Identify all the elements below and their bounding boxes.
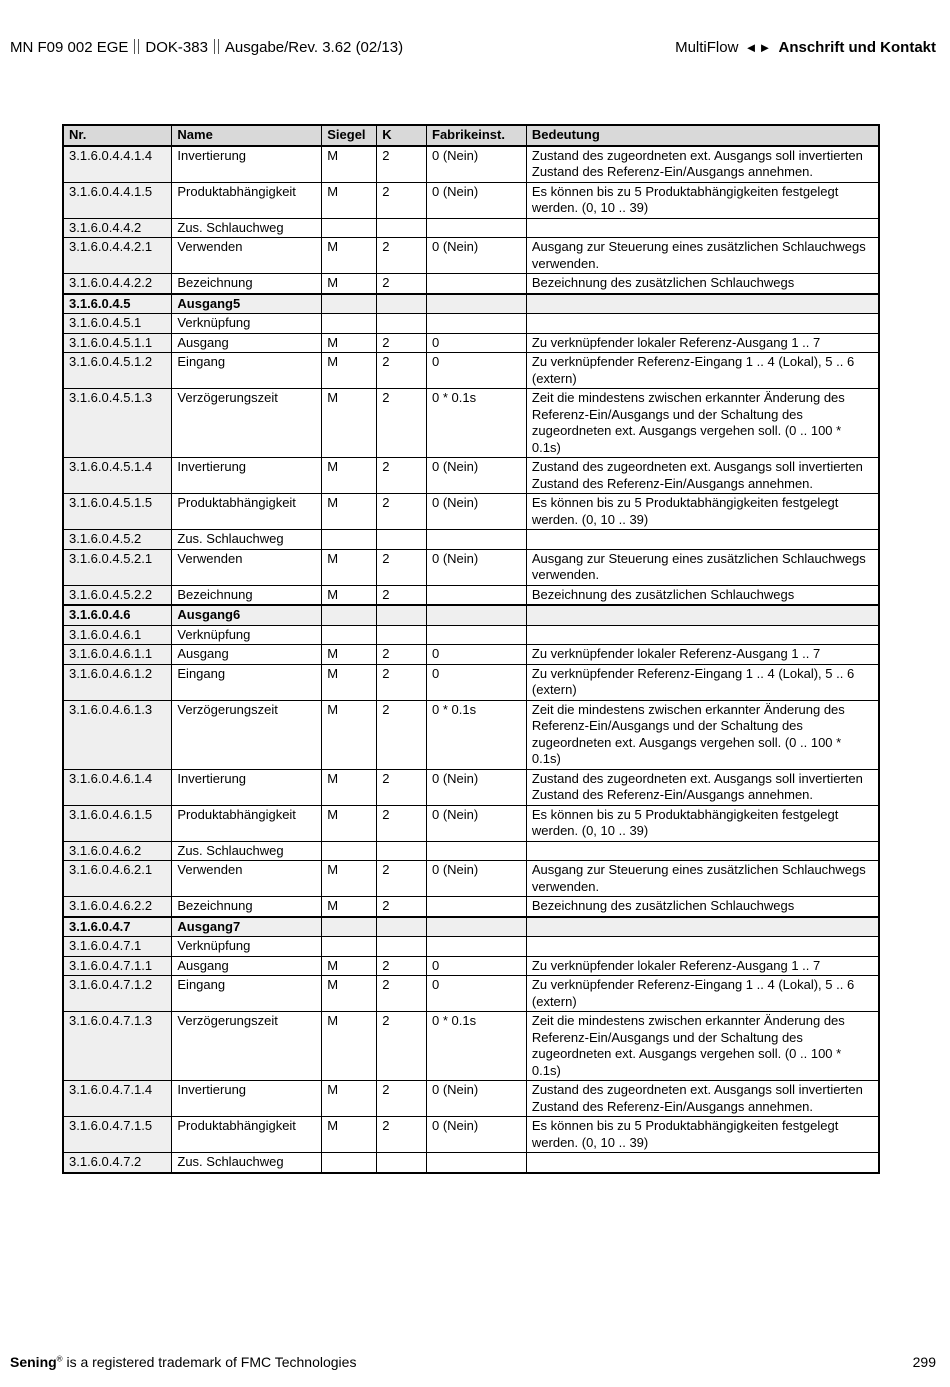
cell-siegel: M [322, 353, 377, 389]
cell-fabrikeinst: 0 * 0.1s [427, 1012, 527, 1081]
cell-nr: 3.1.6.0.4.4.2.2 [63, 274, 172, 294]
cell-fabrikeinst [427, 294, 527, 314]
cell-siegel: M [322, 645, 377, 665]
cell-k: 2 [377, 956, 427, 976]
cell-k: 2 [377, 274, 427, 294]
cell-nr: 3.1.6.0.4.4.2.1 [63, 238, 172, 274]
cell-siegel: M [322, 585, 377, 605]
cell-k: 2 [377, 645, 427, 665]
cell-siegel [322, 530, 377, 550]
cell-nr: 3.1.6.0.4.5 [63, 294, 172, 314]
cell-nr: 3.1.6.0.4.5.2.2 [63, 585, 172, 605]
cell-name: Verknüpfung [172, 625, 322, 645]
page-footer [10, 1354, 936, 1370]
page-header [10, 39, 936, 56]
table-row [63, 769, 879, 805]
table-row [63, 1153, 879, 1173]
cell-name: Verzögerungszeit [172, 700, 322, 769]
table-row [63, 549, 879, 585]
cell-nr: 3.1.6.0.4.7.1.5 [63, 1117, 172, 1153]
cell-siegel [322, 625, 377, 645]
cell-bedeutung [526, 937, 879, 957]
cell-siegel: M [322, 333, 377, 353]
cell-name: Verwenden [172, 238, 322, 274]
cell-fabrikeinst: 0 [427, 645, 527, 665]
column-header-fabrikeinst: Fabrikeinst. [427, 125, 527, 146]
cell-name: Bezeichnung [172, 274, 322, 294]
table-row [63, 585, 879, 605]
cell-siegel: M [322, 549, 377, 585]
header-left [10, 39, 403, 56]
table-row [63, 861, 879, 897]
cell-k [377, 294, 427, 314]
table-row [63, 625, 879, 645]
cell-siegel [322, 841, 377, 861]
cell-name: Verknüpfung [172, 314, 322, 334]
cell-bedeutung [526, 314, 879, 334]
cell-siegel [322, 937, 377, 957]
parameter-table [62, 124, 880, 1174]
trademark-text: is a registered trademark of FMC Technologies [66, 1354, 357, 1370]
cell-bedeutung [526, 625, 879, 645]
cell-k: 2 [377, 1117, 427, 1153]
cell-fabrikeinst: 0 * 0.1s [427, 700, 527, 769]
table-header-row [63, 125, 879, 146]
cell-bedeutung: Es können bis zu 5 Produktabhängigkeiten festgelegt werden. (0, 10 .. 39) [526, 1117, 879, 1153]
cell-fabrikeinst: 0 (Nein) [427, 494, 527, 530]
cell-nr: 3.1.6.0.4.4.1.5 [63, 182, 172, 218]
cell-fabrikeinst: 0 [427, 976, 527, 1012]
cell-bedeutung: Zu verknüpfender lokaler Referenz-Ausgang 1 .. 7 [526, 956, 879, 976]
header-right [675, 39, 936, 56]
table-row [63, 841, 879, 861]
column-header-bedeutung: Bedeutung [526, 125, 879, 146]
cell-fabrikeinst: 0 [427, 956, 527, 976]
doc-number: DOK-383 [145, 39, 208, 56]
cell-siegel [322, 218, 377, 238]
cell-siegel: M [322, 494, 377, 530]
table-row [63, 937, 879, 957]
cell-name: Ausgang7 [172, 917, 322, 937]
table-row [63, 664, 879, 700]
table-section-row [63, 294, 879, 314]
cell-nr: 3.1.6.0.4.6.1.1 [63, 645, 172, 665]
cell-k: 2 [377, 549, 427, 585]
cell-k: 2 [377, 333, 427, 353]
cell-bedeutung [526, 605, 879, 625]
cell-nr: 3.1.6.0.4.6.1.4 [63, 769, 172, 805]
table-row [63, 805, 879, 841]
cell-name: Verzögerungszeit [172, 389, 322, 458]
cell-fabrikeinst [427, 605, 527, 625]
cell-nr: 3.1.6.0.4.7 [63, 917, 172, 937]
cell-k: 2 [377, 146, 427, 183]
cell-nr: 3.1.6.0.4.5.1.1 [63, 333, 172, 353]
cell-siegel: M [322, 861, 377, 897]
table-row [63, 274, 879, 294]
cell-name: Produktabhängigkeit [172, 182, 322, 218]
cell-bedeutung [526, 1153, 879, 1173]
cell-bedeutung [526, 917, 879, 937]
cell-siegel: M [322, 956, 377, 976]
cell-siegel: M [322, 182, 377, 218]
separator-icon [214, 39, 219, 54]
cell-k: 2 [377, 353, 427, 389]
table-row [63, 1012, 879, 1081]
cell-bedeutung: Zeit die mindestens zwischen erkannter Änderung des Referenz-Ein/Ausgangs und der Schaltung des zugeordneten ext. Ausgangs vergehen soll. (0 .. 100 * 0.1s) [526, 1012, 879, 1081]
cell-k: 2 [377, 805, 427, 841]
cell-siegel: M [322, 146, 377, 183]
cell-fabrikeinst: 0 (Nein) [427, 805, 527, 841]
table-row [63, 1117, 879, 1153]
cell-bedeutung: Zu verknüpfender lokaler Referenz-Ausgang 1 .. 7 [526, 645, 879, 665]
cell-fabrikeinst [427, 937, 527, 957]
cell-siegel: M [322, 769, 377, 805]
column-header-siegel: Siegel [322, 125, 377, 146]
cell-bedeutung: Zustand des zugeordneten ext. Ausgangs soll invertierten Zustand des Referenz-Ein/Ausgangs annehmen. [526, 1081, 879, 1117]
table-row [63, 956, 879, 976]
cell-name: Eingang [172, 664, 322, 700]
cell-k [377, 937, 427, 957]
cell-nr: 3.1.6.0.4.7.2 [63, 1153, 172, 1173]
cell-k [377, 917, 427, 937]
column-header-name: Name [172, 125, 322, 146]
table-row [63, 700, 879, 769]
cell-k [377, 530, 427, 550]
cell-name: Ausgang6 [172, 605, 322, 625]
cell-name: Verzögerungszeit [172, 1012, 322, 1081]
cell-fabrikeinst [427, 218, 527, 238]
cell-nr: 3.1.6.0.4.6.2 [63, 841, 172, 861]
cell-name: Invertierung [172, 458, 322, 494]
cell-k: 2 [377, 458, 427, 494]
table-row [63, 238, 879, 274]
cell-fabrikeinst [427, 897, 527, 917]
cell-name: Produktabhängigkeit [172, 494, 322, 530]
cell-siegel: M [322, 897, 377, 917]
cell-nr: 3.1.6.0.4.5.2 [63, 530, 172, 550]
separator-icon [134, 39, 139, 54]
cell-name: Eingang [172, 976, 322, 1012]
column-header-k: K [377, 125, 427, 146]
cell-nr: 3.1.6.0.4.5.1.5 [63, 494, 172, 530]
cell-name: Zus. Schlauchweg [172, 530, 322, 550]
cell-fabrikeinst: 0 (Nein) [427, 549, 527, 585]
cell-bedeutung [526, 841, 879, 861]
table-row [63, 182, 879, 218]
table-row [63, 458, 879, 494]
cell-fabrikeinst: 0 * 0.1s [427, 389, 527, 458]
cell-bedeutung: Zeit die mindestens zwischen erkannter Änderung des Referenz-Ein/Ausgangs und der Schaltung des zugeordneten ext. Ausgangs vergehen soll. (0 .. 100 * 0.1s) [526, 389, 879, 458]
cell-k: 2 [377, 769, 427, 805]
cell-fabrikeinst: 0 (Nein) [427, 146, 527, 183]
cell-fabrikeinst [427, 585, 527, 605]
cell-k [377, 841, 427, 861]
cell-siegel [322, 917, 377, 937]
table-section-row [63, 605, 879, 625]
cell-bedeutung: Bezeichnung des zusätzlichen Schlauchwegs [526, 274, 879, 294]
cell-nr: 3.1.6.0.4.5.1 [63, 314, 172, 334]
cell-siegel [322, 294, 377, 314]
cell-bedeutung: Zeit die mindestens zwischen erkannter Änderung des Referenz-Ein/Ausgangs und der Schaltung des zugeordneten ext. Ausgangs vergehen soll. (0 .. 100 * 0.1s) [526, 700, 879, 769]
cell-name: Ausgang [172, 956, 322, 976]
cell-fabrikeinst [427, 1153, 527, 1173]
table-row [63, 314, 879, 334]
cell-fabrikeinst [427, 841, 527, 861]
revision: Ausgabe/Rev. 3.62 (02/13) [224, 39, 404, 56]
cell-k [377, 314, 427, 334]
table-section-row [63, 917, 879, 937]
cell-siegel: M [322, 238, 377, 274]
cell-bedeutung: Bezeichnung des zusätzlichen Schlauchwegs [526, 585, 879, 605]
cell-nr: 3.1.6.0.4.6.1.5 [63, 805, 172, 841]
cell-k: 2 [377, 664, 427, 700]
cell-name: Zus. Schlauchweg [172, 218, 322, 238]
nav-arrows-icon: ◄► [744, 40, 773, 55]
cell-siegel [322, 1153, 377, 1173]
cell-bedeutung: Zu verknüpfender Referenz-Eingang 1 .. 4 (Lokal), 5 .. 6 (extern) [526, 664, 879, 700]
table-row [63, 897, 879, 917]
cell-name: Invertierung [172, 1081, 322, 1117]
cell-nr: 3.1.6.0.4.5.1.3 [63, 389, 172, 458]
cell-k: 2 [377, 700, 427, 769]
table-row [63, 1081, 879, 1117]
cell-name: Eingang [172, 353, 322, 389]
cell-bedeutung: Ausgang zur Steuerung eines zusätzlichen Schlauchwegs verwenden. [526, 861, 879, 897]
table-row [63, 146, 879, 183]
cell-name: Bezeichnung [172, 897, 322, 917]
cell-nr: 3.1.6.0.4.6.1.2 [63, 664, 172, 700]
cell-nr: 3.1.6.0.4.5.2.1 [63, 549, 172, 585]
table-row [63, 530, 879, 550]
cell-k [377, 605, 427, 625]
table-body [63, 146, 879, 1173]
cell-fabrikeinst: 0 (Nein) [427, 1081, 527, 1117]
column-header-nr: Nr. [63, 125, 172, 146]
cell-k [377, 218, 427, 238]
cell-bedeutung [526, 218, 879, 238]
table-row [63, 645, 879, 665]
cell-bedeutung: Zustand des zugeordneten ext. Ausgangs soll invertierten Zustand des Referenz-Ein/Ausgangs annehmen. [526, 458, 879, 494]
cell-fabrikeinst: 0 [427, 333, 527, 353]
cell-k: 2 [377, 897, 427, 917]
cell-siegel: M [322, 389, 377, 458]
cell-bedeutung: Zu verknüpfender Referenz-Eingang 1 .. 4 (Lokal), 5 .. 6 (extern) [526, 353, 879, 389]
cell-siegel [322, 605, 377, 625]
cell-nr: 3.1.6.0.4.4.1.4 [63, 146, 172, 183]
cell-nr: 3.1.6.0.4.5.1.2 [63, 353, 172, 389]
cell-bedeutung: Es können bis zu 5 Produktabhängigkeiten festgelegt werden. (0, 10 .. 39) [526, 182, 879, 218]
cell-k: 2 [377, 238, 427, 274]
cell-siegel: M [322, 458, 377, 494]
cell-nr: 3.1.6.0.4.5.1.4 [63, 458, 172, 494]
cell-bedeutung: Zustand des zugeordneten ext. Ausgangs soll invertierten Zustand des Referenz-Ein/Ausgangs annehmen. [526, 769, 879, 805]
cell-fabrikeinst: 0 (Nein) [427, 458, 527, 494]
cell-nr: 3.1.6.0.4.4.2 [63, 218, 172, 238]
cell-fabrikeinst [427, 274, 527, 294]
cell-siegel: M [322, 274, 377, 294]
cell-nr: 3.1.6.0.4.6.2.1 [63, 861, 172, 897]
cell-fabrikeinst: 0 [427, 353, 527, 389]
cell-name: Verwenden [172, 549, 322, 585]
cell-k [377, 625, 427, 645]
cell-bedeutung: Zu verknüpfender Referenz-Eingang 1 .. 4 (Lokal), 5 .. 6 (extern) [526, 976, 879, 1012]
registered-mark: ® [56, 1354, 63, 1364]
cell-fabrikeinst [427, 530, 527, 550]
cell-siegel: M [322, 805, 377, 841]
table-row [63, 494, 879, 530]
cell-k: 2 [377, 182, 427, 218]
table-row [63, 218, 879, 238]
cell-bedeutung: Zu verknüpfender lokaler Referenz-Ausgang 1 .. 7 [526, 333, 879, 353]
cell-name: Verknüpfung [172, 937, 322, 957]
cell-k: 2 [377, 1012, 427, 1081]
cell-nr: 3.1.6.0.4.6.1.3 [63, 700, 172, 769]
cell-fabrikeinst [427, 314, 527, 334]
cell-siegel: M [322, 1012, 377, 1081]
trademark-notice [10, 1354, 356, 1370]
cell-nr: 3.1.6.0.4.7.1.3 [63, 1012, 172, 1081]
cell-name: Invertierung [172, 146, 322, 183]
cell-name: Invertierung [172, 769, 322, 805]
table-row [63, 389, 879, 458]
cell-bedeutung: Ausgang zur Steuerung eines zusätzlichen Schlauchwegs verwenden. [526, 549, 879, 585]
cell-name: Produktabhängigkeit [172, 1117, 322, 1153]
cell-fabrikeinst [427, 917, 527, 937]
table-row [63, 333, 879, 353]
section-title: Anschrift und Kontakt [778, 39, 936, 56]
cell-siegel [322, 314, 377, 334]
cell-fabrikeinst: 0 (Nein) [427, 1117, 527, 1153]
cell-bedeutung: Es können bis zu 5 Produktabhängigkeiten festgelegt werden. (0, 10 .. 39) [526, 494, 879, 530]
cell-k: 2 [377, 494, 427, 530]
cell-k: 2 [377, 389, 427, 458]
cell-fabrikeinst: 0 (Nein) [427, 238, 527, 274]
cell-k: 2 [377, 861, 427, 897]
cell-fabrikeinst: 0 (Nein) [427, 769, 527, 805]
cell-k: 2 [377, 976, 427, 1012]
cell-name: Ausgang [172, 645, 322, 665]
cell-name: Produktabhängigkeit [172, 805, 322, 841]
cell-name: Verwenden [172, 861, 322, 897]
cell-bedeutung: Ausgang zur Steuerung eines zusätzlichen Schlauchwegs verwenden. [526, 238, 879, 274]
cell-bedeutung: Zustand des zugeordneten ext. Ausgangs soll invertierten Zustand des Referenz-Ein/Ausgangs annehmen. [526, 146, 879, 183]
cell-nr: 3.1.6.0.4.6.2.2 [63, 897, 172, 917]
cell-name: Ausgang5 [172, 294, 322, 314]
cell-bedeutung [526, 530, 879, 550]
cell-siegel: M [322, 976, 377, 1012]
cell-nr: 3.1.6.0.4.7.1.1 [63, 956, 172, 976]
cell-bedeutung: Bezeichnung des zusätzlichen Schlauchwegs [526, 897, 879, 917]
cell-nr: 3.1.6.0.4.7.1.4 [63, 1081, 172, 1117]
cell-siegel: M [322, 1081, 377, 1117]
cell-fabrikeinst [427, 625, 527, 645]
cell-bedeutung [526, 294, 879, 314]
cell-fabrikeinst: 0 (Nein) [427, 182, 527, 218]
table-row [63, 353, 879, 389]
doc-id: MN F09 002 EGE [10, 39, 129, 56]
cell-fabrikeinst: 0 [427, 664, 527, 700]
cell-fabrikeinst: 0 (Nein) [427, 861, 527, 897]
cell-nr: 3.1.6.0.4.7.1.2 [63, 976, 172, 1012]
cell-name: Bezeichnung [172, 585, 322, 605]
brand-name: Sening [10, 1354, 57, 1370]
table-row [63, 976, 879, 1012]
cell-nr: 3.1.6.0.4.7.1 [63, 937, 172, 957]
cell-siegel: M [322, 1117, 377, 1153]
cell-siegel: M [322, 700, 377, 769]
cell-siegel: M [322, 664, 377, 700]
cell-nr: 3.1.6.0.4.6 [63, 605, 172, 625]
cell-k: 2 [377, 585, 427, 605]
cell-name: Ausgang [172, 333, 322, 353]
cell-k: 2 [377, 1081, 427, 1117]
product-name: MultiFlow [675, 39, 739, 56]
cell-nr: 3.1.6.0.4.6.1 [63, 625, 172, 645]
page-number: 299 [912, 1354, 936, 1370]
cell-name: Zus. Schlauchweg [172, 1153, 322, 1173]
cell-k [377, 1153, 427, 1173]
cell-bedeutung: Es können bis zu 5 Produktabhängigkeiten festgelegt werden. (0, 10 .. 39) [526, 805, 879, 841]
cell-name: Zus. Schlauchweg [172, 841, 322, 861]
